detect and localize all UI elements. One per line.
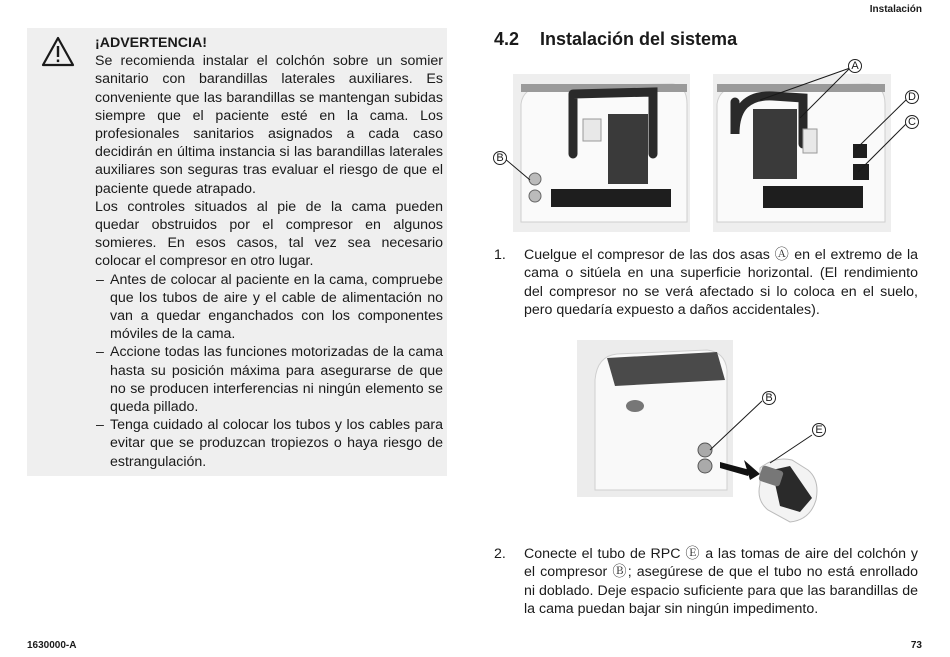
step-text: Conecte el tubo de RPC Ⓔ a las tomas de aire del colchón y el compresor Ⓑ; asegúrese de que el tubo no está enrollado ni doblado. Deje espacio suficiente para que las barandillas de la cama puedan bajar sin ningún impedimento. bbox=[524, 546, 918, 617]
section-title: Instalación del sistema bbox=[540, 29, 738, 49]
step-2 bbox=[494, 545, 918, 618]
warning-paragraph: Los controles situados al pie de la cama pueden quedar obstruidos por el compresor en algunos somieres. En esos casos, tal vez sea necesario colocar el compresor en otro lugar. bbox=[95, 198, 443, 270]
dash-mark: – bbox=[96, 271, 104, 288]
callout-b: B bbox=[493, 151, 507, 165]
warning-bullet-text: Antes de colocar al paciente en la cama, compruebe que los tubos de aire y el cable de alimentación no van a quedar enganchados con los componentes móviles de la cama. bbox=[110, 271, 443, 343]
warning-title: ¡ADVERTENCIA! bbox=[95, 35, 207, 51]
section-number: 4.2 bbox=[494, 29, 520, 49]
step-number: 1. bbox=[494, 247, 506, 263]
step-1 bbox=[494, 246, 918, 319]
step-number: 2. bbox=[494, 546, 506, 562]
callout-a: A bbox=[848, 59, 862, 73]
warning-box bbox=[27, 28, 447, 476]
running-header: Instalación bbox=[869, 4, 922, 15]
footer-doc-id: 1630000-A bbox=[27, 640, 77, 651]
callout-leaders-top bbox=[490, 60, 930, 190]
warning-triangle-icon bbox=[41, 36, 75, 68]
callout-e: E bbox=[812, 423, 826, 437]
callout-c: C bbox=[905, 115, 919, 129]
warning-text bbox=[95, 34, 443, 471]
section-heading bbox=[494, 29, 737, 50]
warning-bullet bbox=[95, 271, 443, 344]
warning-bullet bbox=[95, 343, 443, 416]
dash-mark: – bbox=[96, 344, 104, 361]
warning-bullet bbox=[95, 416, 443, 471]
warning-bullet-list bbox=[95, 271, 443, 471]
warning-paragraph: Se recomienda instalar el colchón sobre un somier sanitario con barandillas laterales auxiliares. Es conveniente que las barandillas se mantengan subidas siempre que el paciente esté en la cama. Los profesionales sanitarios asignados a cada caso decidirán en última instancia si las barandillas laterales auxiliares son seguras tras evaluar el riesgo de que el paciente quede atrapado. bbox=[95, 53, 443, 197]
callout-b-second: B bbox=[762, 391, 776, 405]
warning-bullet-text: Tenga cuidado al colocar los tubos y los cables para evitar que se produzcan tropiezos o haya riesgo de estrangulación. bbox=[110, 417, 443, 470]
warning-bullet-text: Accione todas las funciones motorizadas de la cama hasta su posición máxima para asegurarse de que no se producen interferencias ni ningún elemento se queda pillado. bbox=[110, 344, 443, 416]
step-text: Cuelgue el compresor de las dos asas Ⓐ en el extremo de la cama o sitúela en una superficie horizontal. (El rendimiento del compresor no se verá afectado si lo coloca en el suelo, pero quedaría expuesto a daños accidentales). bbox=[524, 247, 918, 318]
callout-leaders-bottom bbox=[700, 395, 830, 465]
footer-page-number: 73 bbox=[910, 640, 922, 651]
dash-mark: – bbox=[96, 417, 104, 434]
callout-d: D bbox=[905, 90, 919, 104]
